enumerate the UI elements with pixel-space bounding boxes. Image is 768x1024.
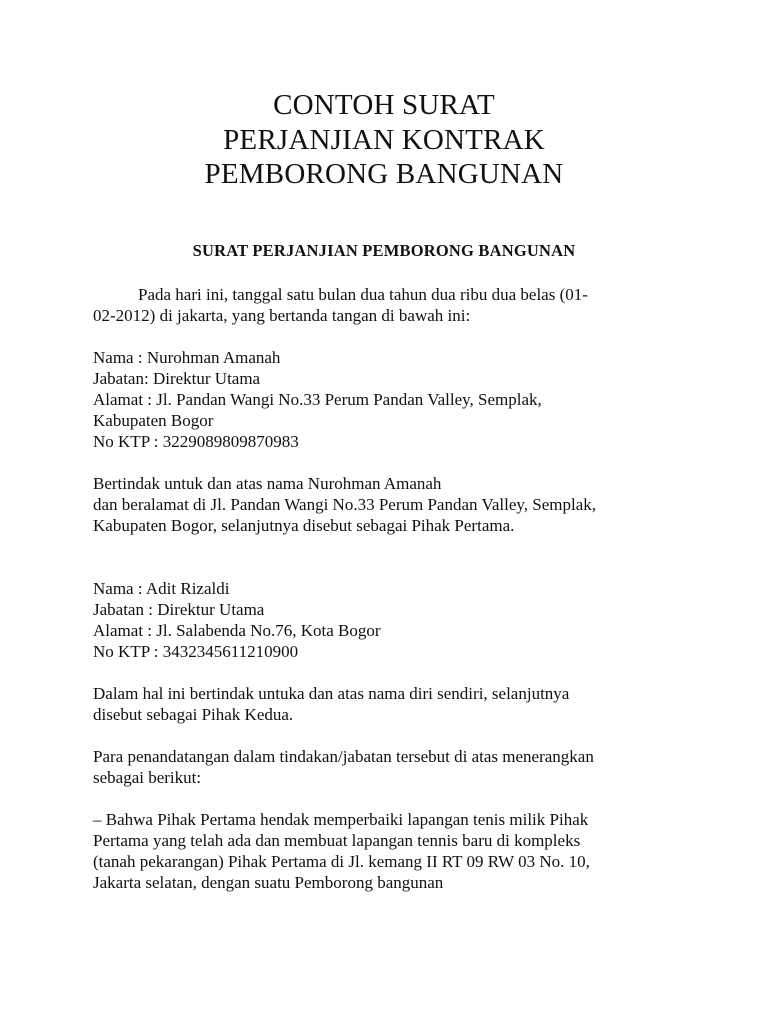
text-line: dan beralamat di Jl. Pandan Wangi No.33 Perum Pandan Valley, Semplak, bbox=[93, 495, 597, 514]
party1-details bbox=[93, 347, 673, 452]
party1-ktp: No KTP : 3229089809870983 bbox=[93, 432, 299, 451]
party1-name: Nama : Nurohman Amanah bbox=[93, 348, 281, 367]
title-line: CONTOH SURAT bbox=[273, 89, 495, 121]
document-subtitle: SURAT PERJANJIAN PEMBORONG BANGUNAN bbox=[192, 241, 576, 260]
clause-1 bbox=[93, 809, 673, 893]
text-line: – Bahwa Pihak Pertama hendak memperbaiki lapangan tenis milik Pihak bbox=[93, 810, 589, 829]
party2-ktp: No KTP : 3432345611210900 bbox=[93, 642, 299, 661]
text-line: Kabupaten Bogor, selanjutnya disebut sebagai Pihak Pertama. bbox=[93, 516, 515, 535]
party2-statement bbox=[93, 683, 673, 725]
party1-address-cont: Kabupaten Bogor bbox=[93, 411, 214, 430]
text-line: Pertama yang telah ada dan membuat lapangan tennis baru di kompleks bbox=[93, 831, 581, 850]
intro-paragraph bbox=[93, 284, 673, 326]
text-line: Dalam hal ini bertindak untuka dan atas nama diri sendiri, selanjutnya bbox=[93, 684, 570, 703]
text-line: Jakarta selatan, dengan suatu Pemborong bangunan bbox=[93, 873, 444, 892]
party2-address: Alamat : Jl. Salabenda No.76, Kota Bogor bbox=[93, 621, 381, 640]
party2-details bbox=[93, 578, 673, 662]
text-line: 02-2012) di jakarta, yang bertanda tangan di bawah ini: bbox=[93, 306, 471, 325]
party2-position: Jabatan : Direktur Utama bbox=[93, 600, 265, 619]
text-line: disebut sebagai Pihak Kedua. bbox=[93, 705, 294, 724]
declaration-paragraph bbox=[93, 746, 673, 788]
title-line: PERJANJIAN KONTRAK bbox=[223, 123, 545, 156]
party1-position: Jabatan: Direktur Utama bbox=[93, 369, 261, 388]
text-line: Bertindak untuk dan atas nama Nurohman Amanah bbox=[93, 474, 442, 493]
text-line: sebagai berikut: bbox=[93, 768, 202, 787]
document-title bbox=[0, 88, 768, 192]
text-line: (tanah pekarangan) Pihak Pertama di Jl. kemang II RT 09 RW 03 No. 10, bbox=[93, 852, 590, 871]
party2-name: Nama : Adit Rizaldi bbox=[93, 579, 230, 598]
title-line: PEMBORONG BANGUNAN bbox=[204, 158, 564, 190]
text-line: Para penandatangan dalam tindakan/jabatan tersebut di atas menerangkan bbox=[93, 747, 594, 766]
party1-address: Alamat : Jl. Pandan Wangi No.33 Perum Pandan Valley, Semplak, bbox=[93, 390, 542, 409]
party1-statement bbox=[93, 473, 673, 536]
text-line: Pada hari ini, tanggal satu bulan dua tahun dua ribu dua belas (01- bbox=[138, 285, 588, 304]
